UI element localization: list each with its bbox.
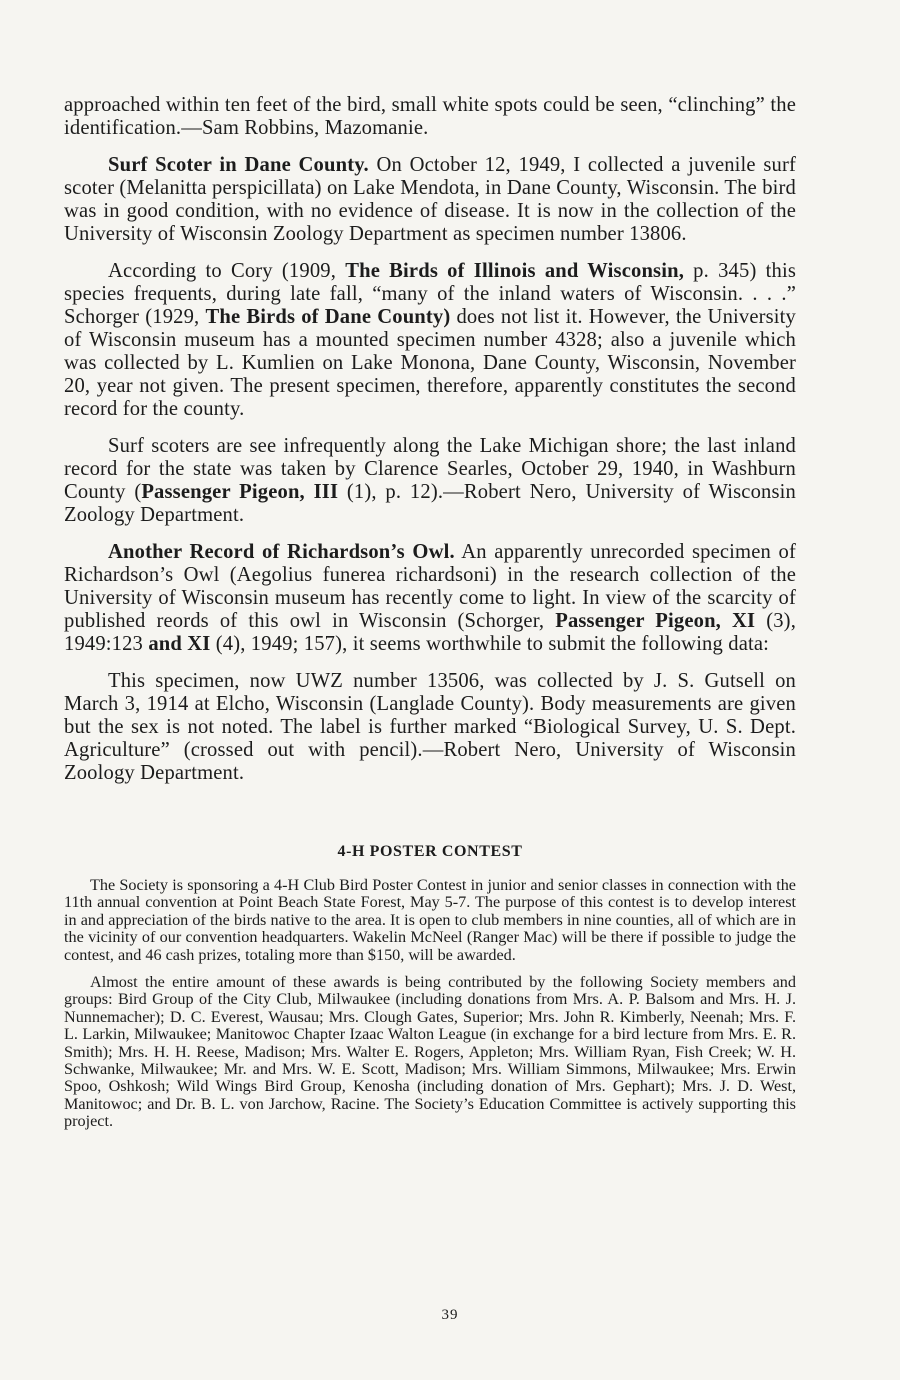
paragraph-text: According to Cory (1909, [108,260,346,282]
paragraph-text: p. 345) this species frequents, during late fall, “many of the inland waters of Wisconsin. . . .” Schorger (1929, [64,260,796,328]
citation-passenger-pigeon: Passenger Pigeon, XI [555,610,756,632]
contest-paragraph: Almost the entire amount of these awards is being contributed by the following Society members and groups: Bird Group of the City Club, Milwaukee (including donations from Mrs. A. P. Balsom and Mrs. H. J. Nunnemacher); D. C. Everest, Wausau; Mrs. Clough Gates, Superior; Mrs. John R. Kimberly, Neenah; Mrs. F. L. Larkin, Milwaukee; Manitowoc Chapter Izaac Walton League (in exchange for a bird lecture from Mrs. E. R. Smith); Mrs. H. H. Reese, Madison; Mrs. Walter E. Rogers, Appleton; Mrs. William Ryan, Fish Creek; W. H. Schwanke, Milwaukee; Mr. and Mrs. W. E. Scott, Madison; Mrs. William Simmons, Milwaukee; Mrs. Erwin Spoo, Oshkosh; Wild Wings Bird Group, Kenosha (including donation of Mrs. Gephart); Mrs. J. D. West, Manitowoc; and Dr. B. L. von Jarchow, Racine. The Society’s Education Committee is actively supporting this project. [64,973,796,1131]
citation-passenger-pigeon: Passenger Pigeon, III [141,481,339,503]
paragraph-surf-scoter-records [64,435,796,527]
paragraph-text: Surf scoters are see infrequently along the Lake Michigan shore; the last inland record for the state was taken by Clarence Searles, October 29, 1940, in Washburn County ( [64,435,796,503]
book-title-birds-dane-county: The Birds of Dane County) [205,306,451,328]
paragraph-text: (1), p. 12).—Robert Nero, University of Wisconsin Zoology Department. [64,481,796,526]
page-number: 39 [441,1307,459,1323]
paragraph-specimen-data [64,670,796,785]
book-title-birds-illinois-wisconsin: The Birds of Illinois and Wisconsin, [345,260,684,282]
contest-paragraph: The Society is sponsoring a 4-H Club Bird Poster Contest in junior and senior classes in connection with the 11th annual convention at Point Beach State Forest, May 5-7. The purpose of this contest is to develop interest in and appreciation of the birds native to the area. It is open to club members in nine counties, all of which are in the vicinity of our convention headquarters. Wakelin McNeel (Ranger Mac) will be there if possible to judge the contest, and 46 cash prizes, totaling more than $150, will be awarded. [64,876,796,964]
section-title: 4-H POSTER CONTEST [337,843,523,860]
paragraph-text: does not list it. However, the University of Wisconsin museum has a mounted specimen number 4328; also a juvenile which was collected by L. Kumlien on Lake Monona, Dane County, Wisconsin, November 20, year not given. The present specimen, therefore, apparently constitutes the second record for the county. [64,306,797,420]
note-heading-richardsons-owl: Another Record of Richardson’s Owl. [108,541,455,563]
paragraph-text: (4), 1949; 157), it seems worthwhile to submit the following data: [210,633,770,655]
paragraph-robbins-note [64,94,796,140]
page-content [64,94,796,1141]
article-notes [64,94,796,785]
note-heading-surf-scoter: Surf Scoter in Dane County. [108,154,369,176]
contest-section [64,877,796,1131]
paragraph-richardsons-owl [64,541,796,656]
citation-volume: and XI [148,633,211,655]
paragraph-text: (3), 1949:123 [64,610,796,655]
paragraph-text: An apparently unrecorded specimen of Richardson’s Owl (Aegolius funerea richardsoni) in the research collection of the University of Wisconsin museum has recently come to light. In view of the scarcity of published reords of this owl in Wisconsin (Schorger, [64,541,796,632]
paragraph-text: approached within ten feet of the bird, small white spots could be seen, “clinching” the identification.—Sam Robbins, Mazomanie. [64,94,796,139]
paragraph-text: On October 12, 1949, I collected a juvenile surf scoter (Melanitta perspicillata) on Lake Mendota, in Dane County, Wisconsin. The bird was in good condition, with no evidence of disease. It is now in the collection of the University of Wisconsin Zoology Department as specimen number 13806. [64,154,796,245]
paragraph-surf-scoter [64,154,796,246]
paragraph-cory-reference [64,260,796,421]
paragraph-text: This specimen, now UWZ number 13506, was collected by J. S. Gutsell on March 3, 1914 at Elcho, Wisconsin (Langlade County). Body measurements are given but the sex is not noted. The label is further marked “Biological Survey, U. S. Dept. Agriculture” (crossed out with pencil).—Robert Nero, University of Wisconsin Zoology Department. [64,670,796,784]
